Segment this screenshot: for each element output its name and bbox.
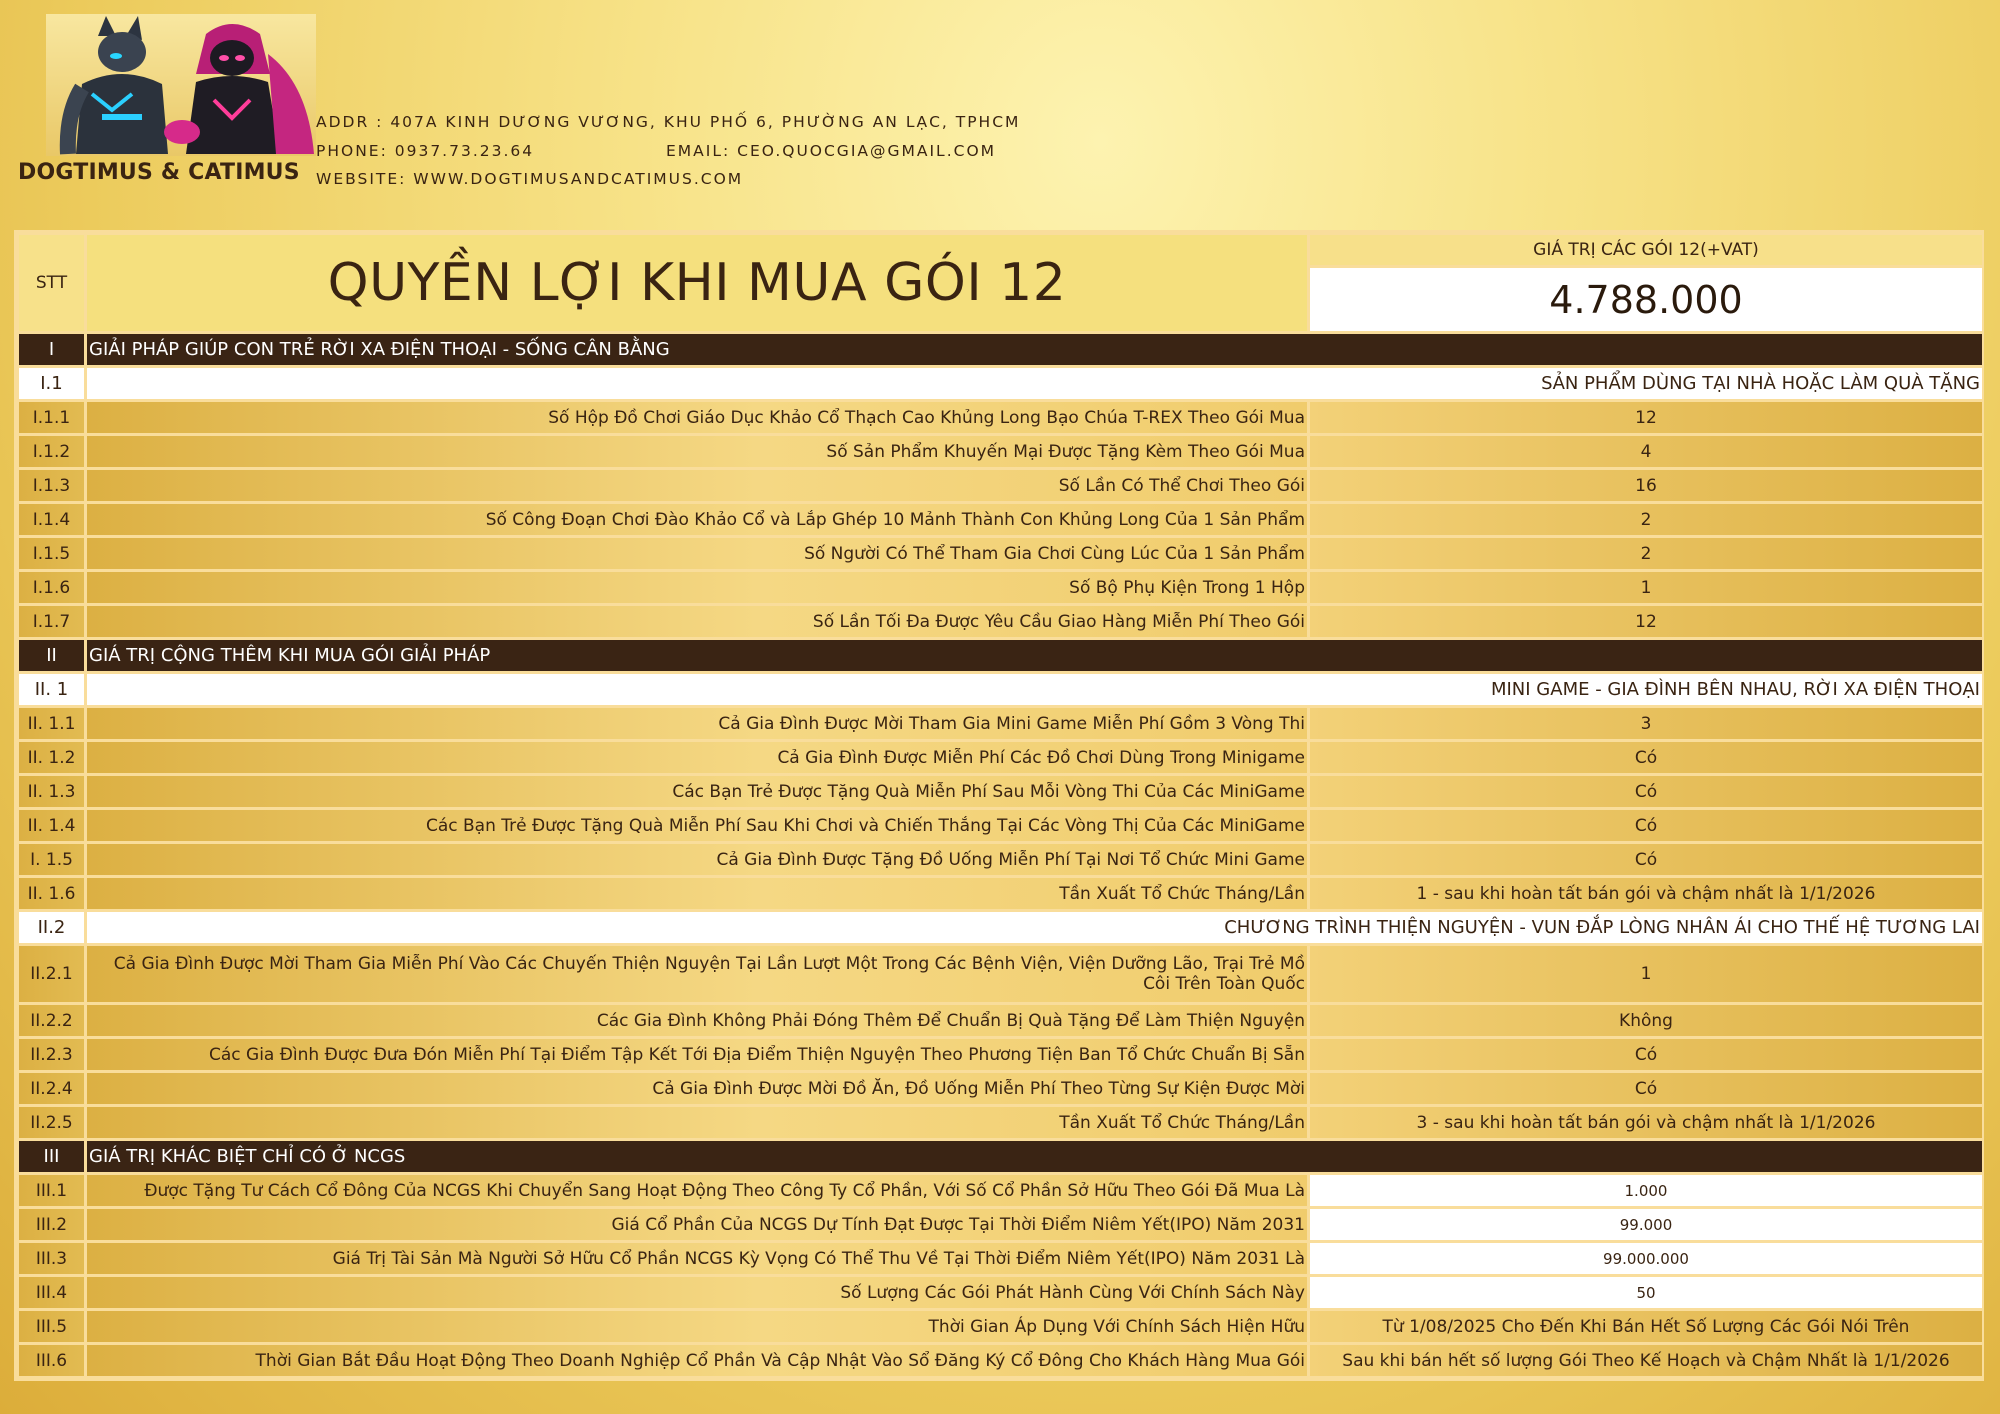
table-row xyxy=(19,1277,1982,1308)
table-row xyxy=(19,742,1982,773)
subsection-number: II.2 xyxy=(19,912,84,943)
row-description: Tần Xuất Tổ Chức Tháng/Lần xyxy=(87,878,1307,909)
row-number: I.1.7 xyxy=(19,606,84,637)
row-number: II.2.3 xyxy=(19,1039,84,1070)
row-description: Các Gia Đình Không Phải Đóng Thêm Để Chuẩn Bị Quà Tặng Để Làm Thiện Nguyện xyxy=(87,1005,1307,1036)
row-number: II. 1.2 xyxy=(19,742,84,773)
row-number: I.1.1 xyxy=(19,402,84,433)
section-title: GIÁ TRỊ CỘNG THÊM KHI MUA GÓI GIẢI PHÁP xyxy=(87,640,1982,671)
row-value: Có xyxy=(1310,776,1982,807)
stt-header: STT xyxy=(19,235,84,331)
row-description: Giá Cổ Phần Của NCGS Dự Tính Đạt Được Tại Thời Điểm Niêm Yết(IPO) Năm 2031 xyxy=(87,1209,1307,1240)
row-description: Thời Gian Áp Dụng Với Chính Sách Hiện Hữu xyxy=(87,1311,1307,1342)
row-description: Tần Xuất Tổ Chức Tháng/Lần xyxy=(87,1107,1307,1138)
row-description: Số Lần Tối Đa Được Yêu Cầu Giao Hàng Miễn Phí Theo Gói xyxy=(87,606,1307,637)
table-row xyxy=(19,1073,1982,1104)
table-row xyxy=(19,946,1982,1002)
table-row xyxy=(19,402,1982,433)
row-value: Có xyxy=(1310,810,1982,841)
row-number: II. 1.1 xyxy=(19,708,84,739)
section-row xyxy=(19,1141,1982,1172)
section-title: GIÁ TRỊ KHÁC BIỆT CHỈ CÓ Ở NCGS xyxy=(87,1141,1982,1172)
subsection-number: II. 1 xyxy=(19,674,84,705)
table-row xyxy=(19,1175,1982,1206)
row-description: Các Gia Đình Được Đưa Đón Miễn Phí Tại Điểm Tập Kết Tới Địa Điểm Thiện Nguyện Theo Phương Tiện Ban Tổ Chức Chuẩn Bị Sẵn xyxy=(87,1039,1307,1070)
subsection-title: SẢN PHẨM DÙNG TẠI NHÀ HOẶC LÀM QUÀ TẶNG xyxy=(87,368,1982,399)
row-number: III.5 xyxy=(19,1311,84,1342)
row-description: Số Người Có Thể Tham Gia Chơi Cùng Lúc Của 1 Sản Phẩm xyxy=(87,538,1307,569)
row-description: Thời Gian Bắt Đầu Hoạt Động Theo Doanh Nghiệp Cổ Phần Và Cập Nhật Vào Sổ Đăng Ký Cổ Đông Cho Khách Hàng Mua Gói xyxy=(87,1345,1307,1376)
row-value: 99.000.000 xyxy=(1310,1243,1982,1274)
subsection-number: I.1 xyxy=(19,368,84,399)
row-value: Sau khi bán hết số lượng Gói Theo Kế Hoạch và Chậm Nhất là 1/1/2026 xyxy=(1310,1345,1982,1376)
row-value: Có xyxy=(1310,1039,1982,1070)
row-description: Được Tặng Tư Cách Cổ Đông Của NCGS Khi Chuyển Sang Hoạt Động Theo Công Ty Cổ Phần, Với Số Cổ Phần Sở Hữu Theo Gói Đã Mua Là xyxy=(87,1175,1307,1206)
section-number: I xyxy=(19,334,84,365)
table-row xyxy=(19,776,1982,807)
table-row xyxy=(19,572,1982,603)
section-number: III xyxy=(19,1141,84,1172)
row-description: Cả Gia Đình Được Mời Tham Gia Mini Game Miễn Phí Gồm 3 Vòng Thi xyxy=(87,708,1307,739)
row-description: Giá Trị Tài Sản Mà Người Sở Hữu Cổ Phần NCGS Kỳ Vọng Có Thể Thu Về Tại Thời Điểm Niêm Yết(IPO) Năm 2031 Là xyxy=(87,1243,1307,1274)
row-value: 3 xyxy=(1310,708,1982,739)
row-description: Các Bạn Trẻ Được Tặng Quà Miễn Phí Sau Mỗi Vòng Thi Của Các MiniGame xyxy=(87,776,1307,807)
row-number: II. 1.3 xyxy=(19,776,84,807)
table-row xyxy=(19,1209,1982,1240)
table-row xyxy=(19,1107,1982,1138)
row-description: Số Lần Có Thể Chơi Theo Gói xyxy=(87,470,1307,501)
row-value: Từ 1/08/2025 Cho Đến Khi Bán Hết Số Lượng Các Gói Nói Trên xyxy=(1310,1311,1982,1342)
row-value: 2 xyxy=(1310,538,1982,569)
row-number: III.6 xyxy=(19,1345,84,1376)
row-number: I.1.4 xyxy=(19,504,84,535)
row-value: Có xyxy=(1310,844,1982,875)
row-value: 16 xyxy=(1310,470,1982,501)
row-number: II.2.1 xyxy=(19,946,84,1002)
brand-logo xyxy=(18,14,298,194)
row-number: I. 1.5 xyxy=(19,844,84,875)
row-value: Có xyxy=(1310,1073,1982,1104)
row-description: Các Bạn Trẻ Được Tặng Quà Miễn Phí Sau Khi Chơi và Chiến Thắng Tại Các Vòng Thị Của Các MiniGame xyxy=(87,810,1307,841)
table-row xyxy=(19,1039,1982,1070)
section-row xyxy=(19,334,1982,365)
section-number: II xyxy=(19,640,84,671)
row-value: 99.000 xyxy=(1310,1209,1982,1240)
row-value: 12 xyxy=(1310,402,1982,433)
subsection-row xyxy=(19,912,1982,943)
row-number: III.2 xyxy=(19,1209,84,1240)
subsection-row xyxy=(19,368,1982,399)
phone-text: PHONE: 0937.73.23.64 xyxy=(316,141,535,160)
section-row xyxy=(19,640,1982,671)
table-row xyxy=(19,1311,1982,1342)
table-row xyxy=(19,470,1982,501)
section-title: GIẢI PHÁP GIÚP CON TRẺ RỜI XA ĐIỆN THOẠI - SỐNG CÂN BẰNG xyxy=(87,334,1982,365)
row-number: III.3 xyxy=(19,1243,84,1274)
row-value: Có xyxy=(1310,742,1982,773)
subsection-row xyxy=(19,674,1982,705)
row-value: Không xyxy=(1310,1005,1982,1036)
row-value: 2 xyxy=(1310,504,1982,535)
table-row xyxy=(19,504,1982,535)
dog-and-cat-heroes-icon xyxy=(46,14,316,156)
table-row xyxy=(19,708,1982,739)
row-value: 1 xyxy=(1310,946,1982,1002)
row-value: 50 xyxy=(1310,1277,1982,1308)
contact-info xyxy=(316,108,1020,194)
row-number: II.2.5 xyxy=(19,1107,84,1138)
table-row xyxy=(19,606,1982,637)
table-row xyxy=(19,844,1982,875)
benefits-table xyxy=(14,230,1984,1381)
row-description: Số Hộp Đồ Chơi Giáo Dục Khảo Cổ Thạch Cao Khủng Long Bạo Chúa T-REX Theo Gói Mua xyxy=(87,402,1307,433)
table-row xyxy=(19,1243,1982,1274)
row-value: 3 - sau khi hoàn tất bán gói và chậm nhất là 1/1/2026 xyxy=(1310,1107,1982,1138)
row-value: 4 xyxy=(1310,436,1982,467)
row-description: Số Bộ Phụ Kiện Trong 1 Hộp xyxy=(87,572,1307,603)
row-value: 1 xyxy=(1310,572,1982,603)
row-value: 12 xyxy=(1310,606,1982,637)
row-description: Số Công Đoạn Chơi Đào Khảo Cổ và Lắp Ghép 10 Mảnh Thành Con Khủng Long Của 1 Sản Phẩm xyxy=(87,504,1307,535)
table-row xyxy=(19,538,1982,569)
row-value: 1.000 xyxy=(1310,1175,1982,1206)
row-number: II. 1.4 xyxy=(19,810,84,841)
website-text: WEBSITE: WWW.DOGTIMUSANDCATIMUS.COM xyxy=(316,170,744,188)
package-price: 4.788.000 xyxy=(1310,268,1982,331)
subsection-title: CHƯƠNG TRÌNH THIỆN NGUYỆN - VUN ĐẮP LÒNG NHÂN ÁI CHO THẾ HỆ TƯƠNG LAI xyxy=(87,912,1982,943)
table-row xyxy=(19,1005,1982,1036)
row-number: I.1.5 xyxy=(19,538,84,569)
subsection-title: MINI GAME - GIA ĐÌNH BÊN NHAU, RỜI XA ĐIỆN THOẠI xyxy=(87,674,1982,705)
address-text: ADDR : 407A KINH DƯƠNG VƯƠNG, KHU PHỐ 6, PHƯỜNG AN LẠC, TPHCM xyxy=(316,113,1021,131)
row-number: I.1.2 xyxy=(19,436,84,467)
email-text: EMAIL: CEO.QUOCGIA@GMAIL.COM xyxy=(666,141,997,160)
table-row xyxy=(19,1345,1982,1376)
row-value: 1 - sau khi hoàn tất bán gói và chậm nhất là 1/1/2026 xyxy=(1310,878,1982,909)
row-number: II.2.4 xyxy=(19,1073,84,1104)
row-description: Số Lượng Các Gói Phát Hành Cùng Với Chính Sách Này xyxy=(87,1277,1307,1308)
row-description: Cả Gia Đình Được Miễn Phí Các Đồ Chơi Dùng Trong Minigame xyxy=(87,742,1307,773)
table-row xyxy=(19,878,1982,909)
price-label: GIÁ TRỊ CÁC GÓI 12(+VAT) xyxy=(1310,235,1982,265)
page-title: QUYỀN LỢI KHI MUA GÓI 12 xyxy=(87,235,1307,331)
row-description: Cả Gia Đình Được Tặng Đồ Uống Miễn Phí Tại Nơi Tổ Chức Mini Game xyxy=(87,844,1307,875)
brand-name: DOGTIMUS & CATIMUS xyxy=(18,160,300,185)
table-row xyxy=(19,436,1982,467)
row-number: II.2.2 xyxy=(19,1005,84,1036)
row-description: Số Sản Phẩm Khuyến Mại Được Tặng Kèm Theo Gói Mua xyxy=(87,436,1307,467)
table-row xyxy=(19,810,1982,841)
row-number: I.1.6 xyxy=(19,572,84,603)
row-number: I.1.3 xyxy=(19,470,84,501)
row-number: III.4 xyxy=(19,1277,84,1308)
row-number: II. 1.6 xyxy=(19,878,84,909)
row-number: III.1 xyxy=(19,1175,84,1206)
row-description: Cả Gia Đình Được Mời Đồ Ăn, Đồ Uống Miễn Phí Theo Từng Sự Kiện Được Mời xyxy=(87,1073,1307,1104)
row-description: Cả Gia Đình Được Mời Tham Gia Miễn Phí Vào Các Chuyến Thiện Nguyện Tại Lần Lượt Một Trong Các Bệnh Viện, Viện Dưỡng Lão, Trại Trẻ Mồ Côi Trên Toàn Quốc xyxy=(87,946,1307,1002)
